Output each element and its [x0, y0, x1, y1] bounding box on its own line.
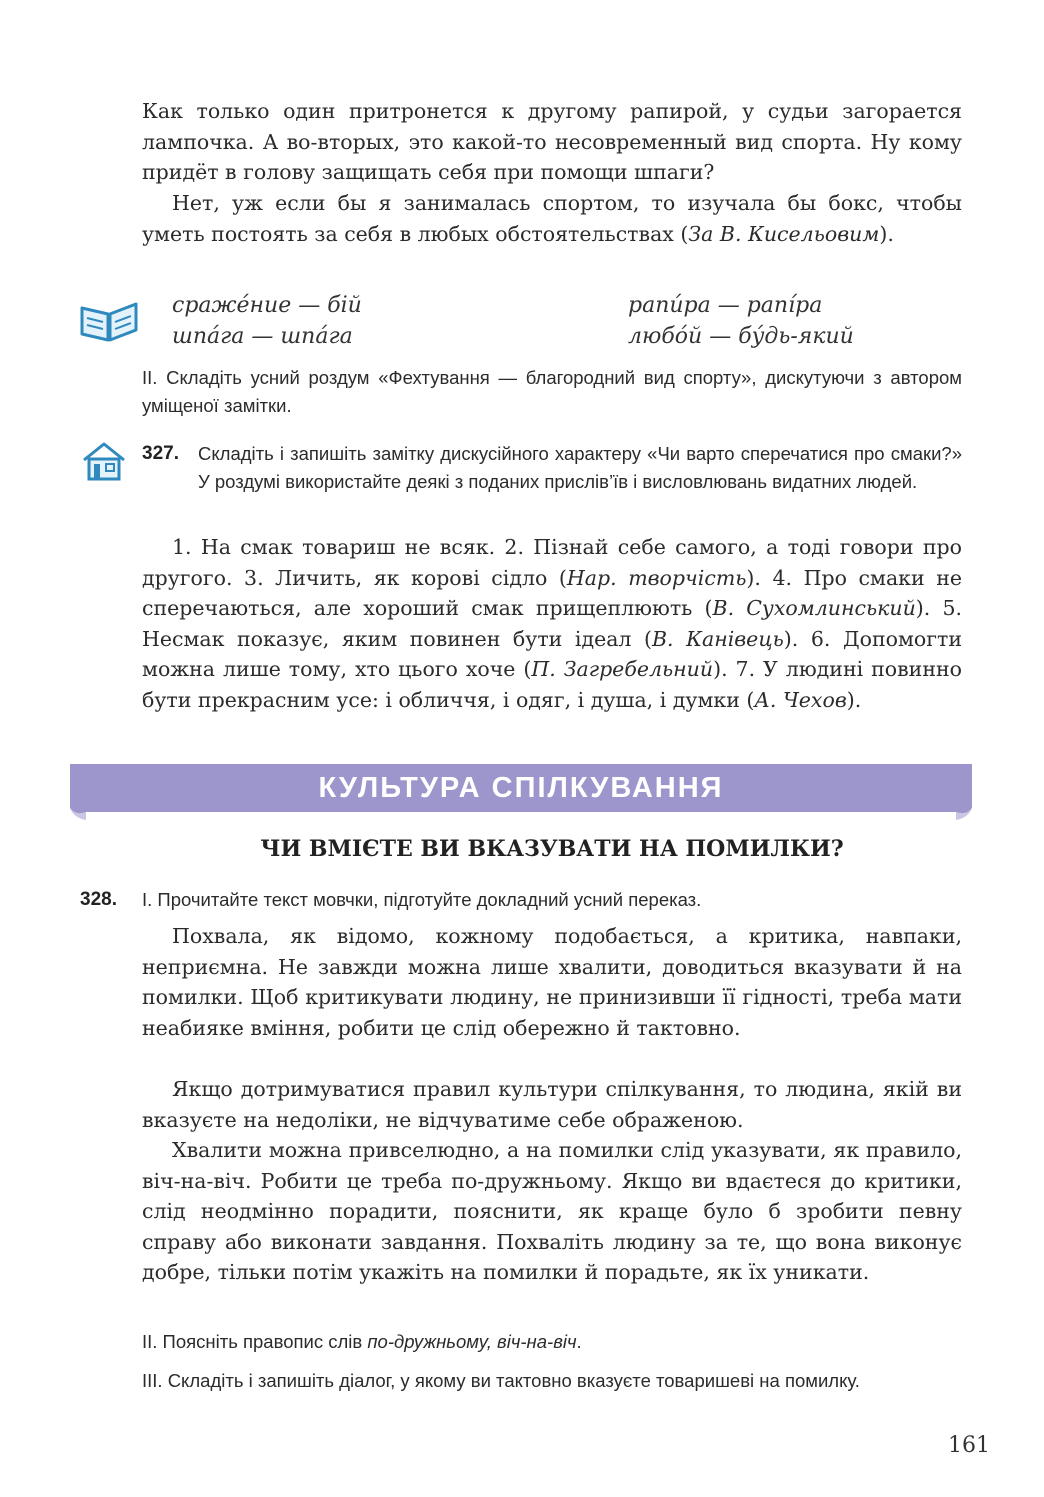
- task-328-iii: ІІІ. Складіть і запишіть діалог, у якому ви тактовно вказуєте товаришеві на помилку.: [142, 1370, 860, 1391]
- task-328-paragraph-1: Похвала, як відомо, кожному подобається, а критика, навпаки, неприємна. Не завжди можна лише хвалити, доводиться вказувати й на помилки. Щоб критикувати людину, не принизивши її гідності, треба мати неабияке вміння, робити це слід обережно й тактовно.: [142, 924, 962, 1040]
- proverb-text-6: ).: [846, 687, 862, 712]
- section-banner-title: КУЛЬТУРА СПІЛКУВАННЯ: [318, 772, 724, 804]
- intro-paragraph-2-end: ).: [879, 221, 894, 246]
- proverb-text-5: ). 7. У людині повинно бути прекрасним усе: і обличчя, і одяг, і душа, і думки (: [142, 657, 962, 712]
- vocab-right-1: рапи́ра — рапі́ра: [628, 293, 823, 318]
- task-328-paragraph-2: Якщо дотримуватися правил культури спілкування, то людина, якій ви вказуєте на недоліки, не відчуватиме себе ображеною.: [142, 1077, 962, 1132]
- proverb-author-2: В. Сухомлинський: [712, 596, 916, 620]
- proverb-author-1: Нар. творчість: [566, 565, 747, 590]
- page-number: 161: [948, 1433, 990, 1458]
- task-327-proverbs: [142, 532, 962, 715]
- intro-paragraph-1: Как только один притронется к другому рапирой, у судьи загорается лампочка. А во-вторых, это какой-то несовременный вид спорта. Ну кому придёт в голову защищать себя при помощи шпаги?: [142, 99, 962, 184]
- intro-source: За В. Кисельовим: [688, 221, 880, 246]
- proverb-author-5: А. Чехов: [754, 687, 847, 712]
- proverb-text-2: ). 4. Про смаки не сперечаються, але хороший смак прищеплюють (: [142, 565, 962, 620]
- proverb-text-3: ). 5. Несмак показує, яким повинен бути ідеал (: [142, 596, 963, 651]
- task-328-paragraph-3: Хвалити можна привселюдно, а на помилки слід указувати, як правило, віч-на-віч. Робити це треба по-дружньому. Якщо ви вдаєтеся до критики, слід неодмінно порадити, пояснити, як краще було б зробити певну справу або виконати завдання. Похваліть людину за те, що вона виконує добре, тільки потім укажіть на помилки й порадьте, як їх уникати.: [142, 1138, 962, 1284]
- book-icon: [78, 298, 140, 344]
- task-328-number: 328.: [80, 889, 117, 910]
- task-327-number: 327.: [142, 443, 179, 464]
- task-328-ii: [142, 1328, 962, 1356]
- task-326-ii: II. Складіть усний роздум «Фехтування — благородний вид спорту», дискутуючи з автором уміщеної замітки.: [142, 367, 962, 416]
- task-328-ii-words: по-дружньому, віч-на-віч: [367, 1331, 577, 1352]
- intro-paragraph-2-text: Нет, уж если бы я занималась спортом, то изучала бы бокс, чтобы уметь постоять за себя в любых обстоятельствах (: [142, 191, 962, 246]
- proverb-author-3: В. Канівець: [651, 626, 784, 651]
- vocab-left-1: сраже́ние — бій: [172, 293, 362, 318]
- section-heading: ЧИ ВМІЄТЕ ВИ ВКАЗУВАТИ НА ПОМИЛКИ?: [260, 836, 844, 862]
- task-328-instruction: І. Прочитайте текст мовчки, підготуйте докладний усний переказ.: [142, 889, 702, 910]
- proverb-author-4: П. Загребельний: [531, 657, 714, 681]
- proverb-text-4: ). 6. Допомогти можна лише тому, хто цього хоче (: [142, 626, 962, 681]
- vocab-left-2: шпа́га — шпа́га: [172, 324, 353, 349]
- task-328-ii-end: .: [576, 1331, 582, 1352]
- vocab-right-2: любо́й — бу́дь-який: [628, 324, 854, 349]
- intro-paragraph-2: [142, 188, 962, 249]
- task-328-ii-text: ІІ. Поясніть правопис слів: [142, 1331, 368, 1352]
- proverb-text-1: 1. На смак товариш не всяк. 2. Пізнай себе самого, а тоді говори про другого. 3. Личить, як корові сідло (: [142, 535, 962, 590]
- task-327-instruction: Складіть і запишіть замітку дискусійного характеру «Чи варто сперечатися про смаки?» У роздумі використайте деякі з поданих прислів’їв і висловлювань видатних людей.: [198, 443, 962, 492]
- home-icon: [80, 440, 128, 482]
